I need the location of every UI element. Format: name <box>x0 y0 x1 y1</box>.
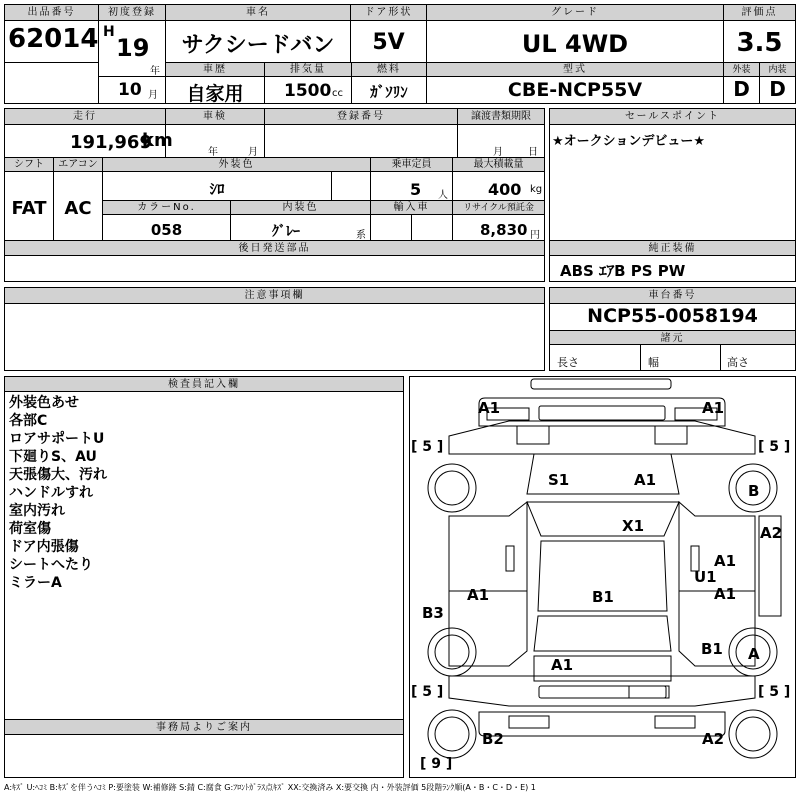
bracket-bottom-right: [ 5 ] <box>758 684 791 700</box>
lot-number: 62014 <box>8 24 99 54</box>
sales-point-header: セールスポイント <box>550 109 795 125</box>
mileage-header: 走行 <box>5 109 165 125</box>
inspection-month-unit: 月 <box>248 147 258 158</box>
ext-color-value: ｼﾛ <box>209 180 225 198</box>
displacement-unit: cc <box>332 88 343 99</box>
chassis-header: 車台番号 <box>550 288 795 304</box>
fuel-header: 燃料 <box>352 63 426 77</box>
mark-door-right-front: A1 <box>714 552 737 570</box>
inspection-year-unit: 年 <box>208 147 218 158</box>
inspector-line: 外装色あせ <box>9 395 79 411</box>
mark-rear-right: A2 <box>702 730 725 748</box>
chassis-value: NCP55-0058194 <box>587 305 758 327</box>
recycle-unit: 円 <box>530 230 540 241</box>
inspector-line: 天張傷大、汚れ <box>9 467 107 483</box>
shift-value: FAT <box>11 198 47 219</box>
office-header: 事務局よりご案内 <box>5 720 403 735</box>
damage-legend: A:ｷｽﾞ U:ﾍｺﾐ B:ｷｽﾞを伴うﾍｺﾐ P:要塗装 W:補修跡 S:錆 C:腐食 G:ﾌﾛﾝﾄｶﾞﾗｽ点ｷｽﾞ XX:交換済み X:要交換 内・外装評価 5段階ﾗﾝｸ順(A・B・C・D・E) 1 <box>4 783 536 792</box>
inspector-line: ドア内張傷 <box>9 539 79 555</box>
inspector-line: ミラーA <box>9 575 62 591</box>
mark-roof: B1 <box>592 588 614 606</box>
specs-width: 幅 <box>648 356 659 369</box>
inspector-header: 検査員記入欄 <box>5 377 403 392</box>
doors-header: ドア形状 <box>351 5 426 21</box>
car-name: サクシードバン <box>181 33 335 58</box>
inspector-line: 荷室傷 <box>9 521 51 537</box>
mark-wheel-rear-right-b1: B1 <box>701 640 723 658</box>
mileage-value: 191,969 <box>70 132 152 153</box>
sales-point-value: ★オークションデビュー★ <box>552 134 706 149</box>
max-load-header: 最大積載量 <box>453 158 544 172</box>
recycle-header: リサイクル預託金 <box>453 201 544 215</box>
equipment-value: ABS ｴｱB PS PW <box>560 262 686 280</box>
score-value: 3.5 <box>736 28 783 58</box>
mark-under-right: U1 <box>694 568 717 586</box>
reg-number-header: 登録番号 <box>265 109 457 125</box>
max-load-value: 400 <box>488 180 522 199</box>
lot-header: 出品番号 <box>5 5 98 21</box>
bracket-top-right: [ 5 ] <box>758 439 791 455</box>
mark-windshield: X1 <box>622 517 645 535</box>
model-value: CBE-NCP55V <box>507 79 643 101</box>
displacement-header: 排気量 <box>265 63 351 77</box>
registration-month: 10 <box>118 80 142 100</box>
model-header: 型式 <box>427 63 723 77</box>
fuel-value: ｶﾞｿﾘﾝ <box>370 83 408 101</box>
mark-rear-glass: A1 <box>551 656 574 674</box>
specs-height: 高さ <box>727 356 749 369</box>
mark-wheel-rear-right: A <box>748 645 760 663</box>
transfer-day-unit: 日 <box>528 147 538 158</box>
equipment-header: 純正装備 <box>550 241 795 256</box>
history-header: 車歴 <box>166 63 264 77</box>
inspection-header: 車検 <box>166 109 264 125</box>
mark-side-right-front: A2 <box>760 524 783 542</box>
registration-header: 初度登録 <box>99 5 165 21</box>
aircon-value: AC <box>64 198 92 219</box>
aircon-header: エアコン <box>54 158 102 172</box>
int-color-suffix: 系 <box>356 230 366 241</box>
recycle-value: 8,830 <box>480 221 528 239</box>
int-color-header: 内装色 <box>231 201 370 215</box>
max-load-unit: kg <box>530 184 543 195</box>
mileage-unit: km <box>142 130 173 151</box>
transfer-header: 譲渡書類期限 <box>458 109 544 125</box>
shift-header: シフト <box>5 158 53 172</box>
registration-year-unit: 年 <box>150 66 160 77</box>
inspector-lines <box>9 394 107 592</box>
mark-front-left: A1 <box>478 399 501 417</box>
ext-color-header: 外装色 <box>103 158 370 172</box>
color-no-value: 058 <box>150 221 183 239</box>
capacity-value: 5 <box>410 180 422 199</box>
mark-front-right: A1 <box>702 399 725 417</box>
inspector-line: シートへたり <box>9 557 93 573</box>
specs-header: 諸元 <box>550 330 795 345</box>
mark-rear-left: B2 <box>482 730 504 748</box>
mark-side-left-rear: B3 <box>422 604 444 622</box>
bracket-top-left: [ 5 ] <box>411 439 444 455</box>
mark-door-left-rear: A1 <box>467 586 490 604</box>
mark-hood-left: S1 <box>548 471 570 489</box>
registration-month-unit: 月 <box>148 90 158 101</box>
capacity-unit: 人 <box>438 190 448 201</box>
history-value: 自家用 <box>186 83 244 105</box>
inspector-line: ロアサポートU <box>9 431 105 447</box>
score-ext-header: 外装 <box>724 63 759 77</box>
color-no-header: カラーNo. <box>103 201 230 215</box>
int-color-value: ｸﾞﾚｰ <box>272 224 300 240</box>
notes-header: 注意事項欄 <box>5 288 544 304</box>
mark-wheel-front-right: B <box>748 482 760 500</box>
grade-value: UL 4WD <box>521 30 629 58</box>
mark-door-right-rear: A1 <box>714 585 737 603</box>
car-diagram <box>409 376 796 778</box>
mark-hood-right: A1 <box>634 471 657 489</box>
capacity-header: 乗車定員 <box>371 158 452 172</box>
score-int-value: D <box>769 77 786 101</box>
import-header: 輸入車 <box>371 201 452 215</box>
grade-header: グレード <box>427 5 723 21</box>
transfer-month-unit: 月 <box>493 147 503 158</box>
displacement-value: 1500 <box>284 81 332 101</box>
doors-value: 5V <box>372 30 405 55</box>
inspector-line: 各部C <box>9 413 48 429</box>
inspector-line: 下廻りS、AU <box>9 449 97 465</box>
score-header: 評価点 <box>724 5 795 21</box>
bracket-bottom-left: [ 5 ] <box>411 684 444 700</box>
registration-era: H <box>103 24 115 40</box>
bracket-bottom: [ 9 ] <box>420 756 453 772</box>
later-parts-header: 後日発送部品 <box>5 241 544 256</box>
car-name-header: 車名 <box>166 5 350 21</box>
score-ext-value: D <box>733 77 750 101</box>
registration-year: 19 <box>116 34 150 62</box>
specs-length: 長さ <box>557 356 579 369</box>
inspector-line: ハンドルすれ <box>9 485 93 501</box>
score-int-header: 内装 <box>760 63 795 77</box>
inspector-line: 室内汚れ <box>9 503 65 519</box>
